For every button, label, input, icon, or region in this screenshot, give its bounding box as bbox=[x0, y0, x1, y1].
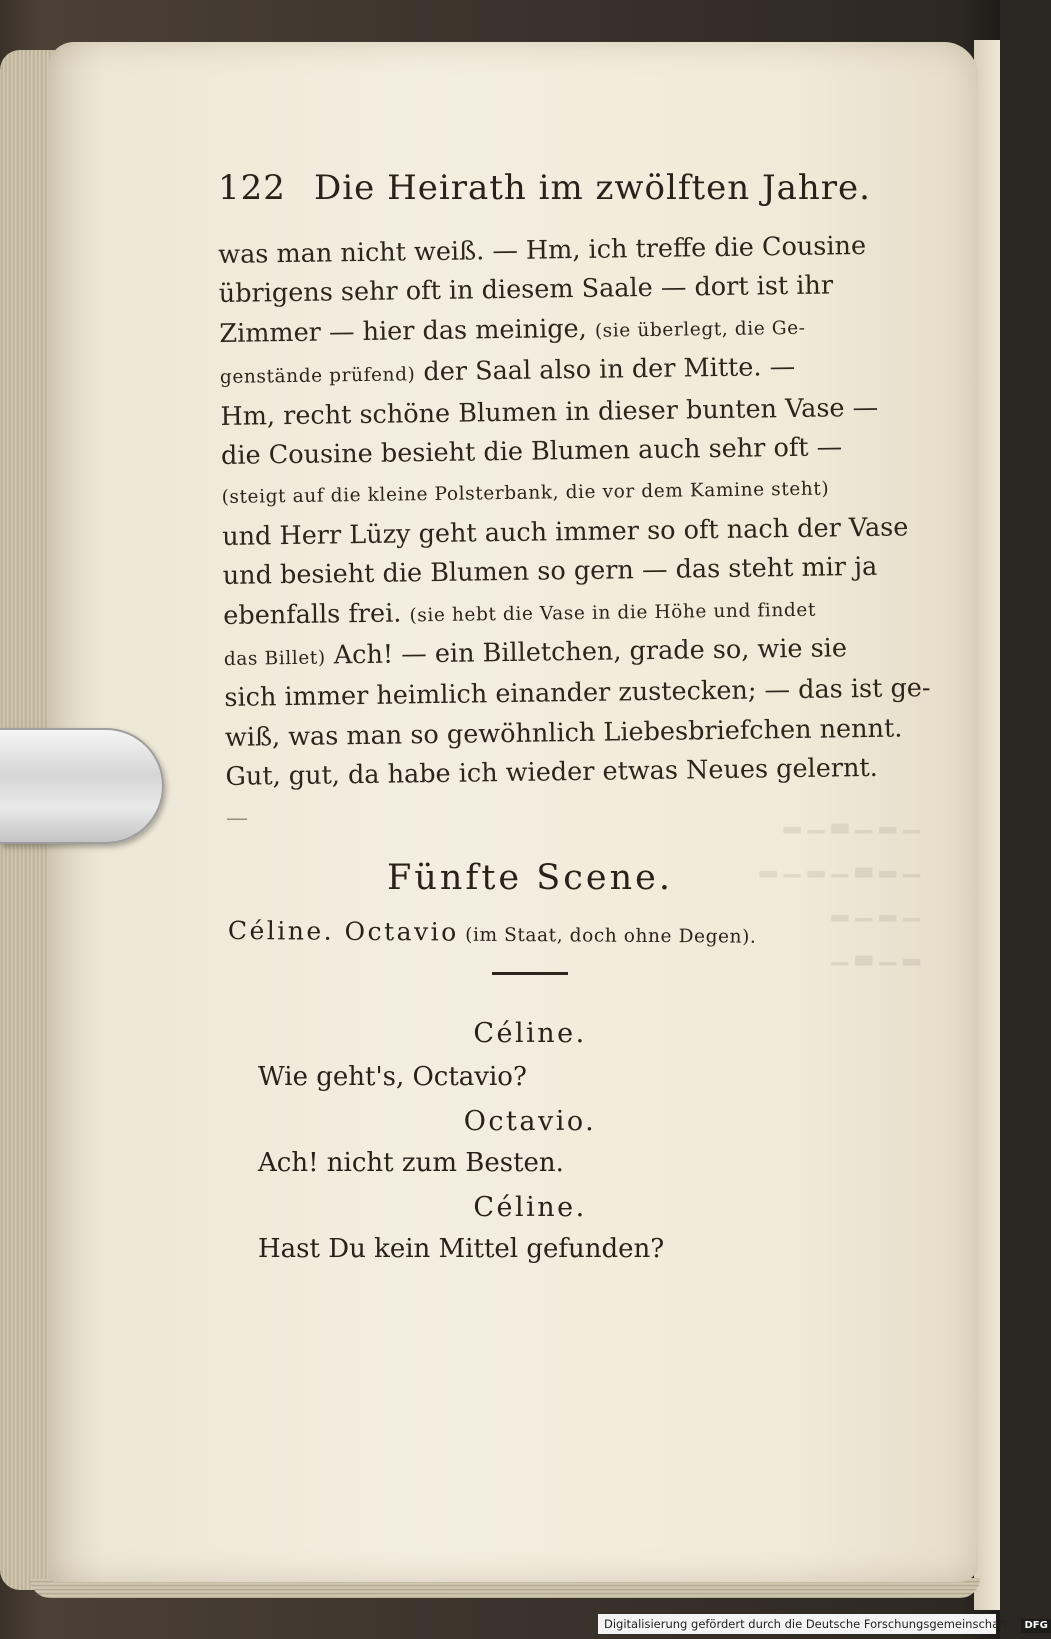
stage-direction: genstände prüfend) bbox=[219, 364, 416, 389]
cast-names: Céline. Octavio bbox=[227, 916, 459, 947]
speech-line: Ach! nicht zum Besten. bbox=[258, 1148, 564, 1178]
page-number: 122 bbox=[218, 168, 286, 208]
cast-stage-direction: (im Staat, doch ohne Degen). bbox=[458, 924, 757, 948]
text-segment: der Saal also in der Mitte. — bbox=[415, 352, 796, 388]
credit-text: Digitalisierung gefördert durch die Deutsche Forschungsgemeinschaft bbox=[604, 1617, 1008, 1631]
cast-line bbox=[228, 916, 868, 949]
text-segment: und besieht die Blumen so gern — das steht mir ja bbox=[222, 552, 878, 592]
page-header bbox=[218, 168, 918, 216]
running-title: Die Heirath im zwölften Jahre. bbox=[314, 168, 871, 208]
stage-direction: das Billet) bbox=[223, 647, 326, 671]
text-segment: Ach! — ein Billetchen, grade so, wie sie bbox=[325, 633, 848, 671]
text-segment: sich immer heimlich einander zustecken; — das ist ge- bbox=[224, 673, 931, 714]
stage-direction: (steigt auf die kleine Polsterbank, die vor dem Kamine steht) bbox=[221, 478, 830, 509]
speaker-name: Céline. bbox=[473, 1018, 587, 1049]
scene-title: Fünfte Scene. bbox=[387, 858, 673, 898]
text-segment: die Cousine besieht die Blumen auch sehr oft — bbox=[220, 432, 843, 472]
section-rule bbox=[492, 972, 568, 975]
stage-direction: (sie überlegt, die Ge- bbox=[594, 317, 806, 342]
text-segment: Gut, gut, da habe ich wieder etwas Neues gelernt. bbox=[225, 753, 878, 793]
body-text bbox=[218, 227, 931, 798]
text-segment: Hm, recht schöne Blumen in dieser bunten Vase — bbox=[220, 392, 879, 432]
dfg-logo: DFG bbox=[1021, 1619, 1050, 1633]
text-segment: wiß, was man so gewöhnlich Liebesbriefchen nennt. bbox=[224, 713, 903, 753]
speech-line: Hast Du kein Mittel gefunden? bbox=[258, 1234, 665, 1264]
text-segment: übrigens sehr oft in diesem Saale — dort ist ihr bbox=[218, 270, 834, 310]
text-segment: und Herr Lüzy geht auch immer so oft nach der Vase bbox=[221, 512, 909, 552]
speech-line: Wie geht's, Octavio? bbox=[258, 1062, 527, 1092]
text-segment: Zimmer — hier das meinige, bbox=[219, 313, 596, 349]
page-holder-clip bbox=[0, 728, 164, 844]
text-segment: ebenfalls frei. bbox=[223, 598, 410, 631]
speaker-name: Octavio. bbox=[463, 1106, 597, 1137]
stage-direction: (sie hebt die Vase in die Höhe und findet bbox=[409, 599, 817, 627]
speaker-name: Céline. bbox=[473, 1192, 587, 1223]
faint-dash: — bbox=[226, 806, 248, 831]
digitization-credit: Digitalisierung gefördert durch die Deutsche Forschungsgemeinschaft · DFG bbox=[598, 1614, 996, 1634]
text-segment: was man nicht weiß. — Hm, ich treffe die Cousine bbox=[218, 230, 867, 270]
